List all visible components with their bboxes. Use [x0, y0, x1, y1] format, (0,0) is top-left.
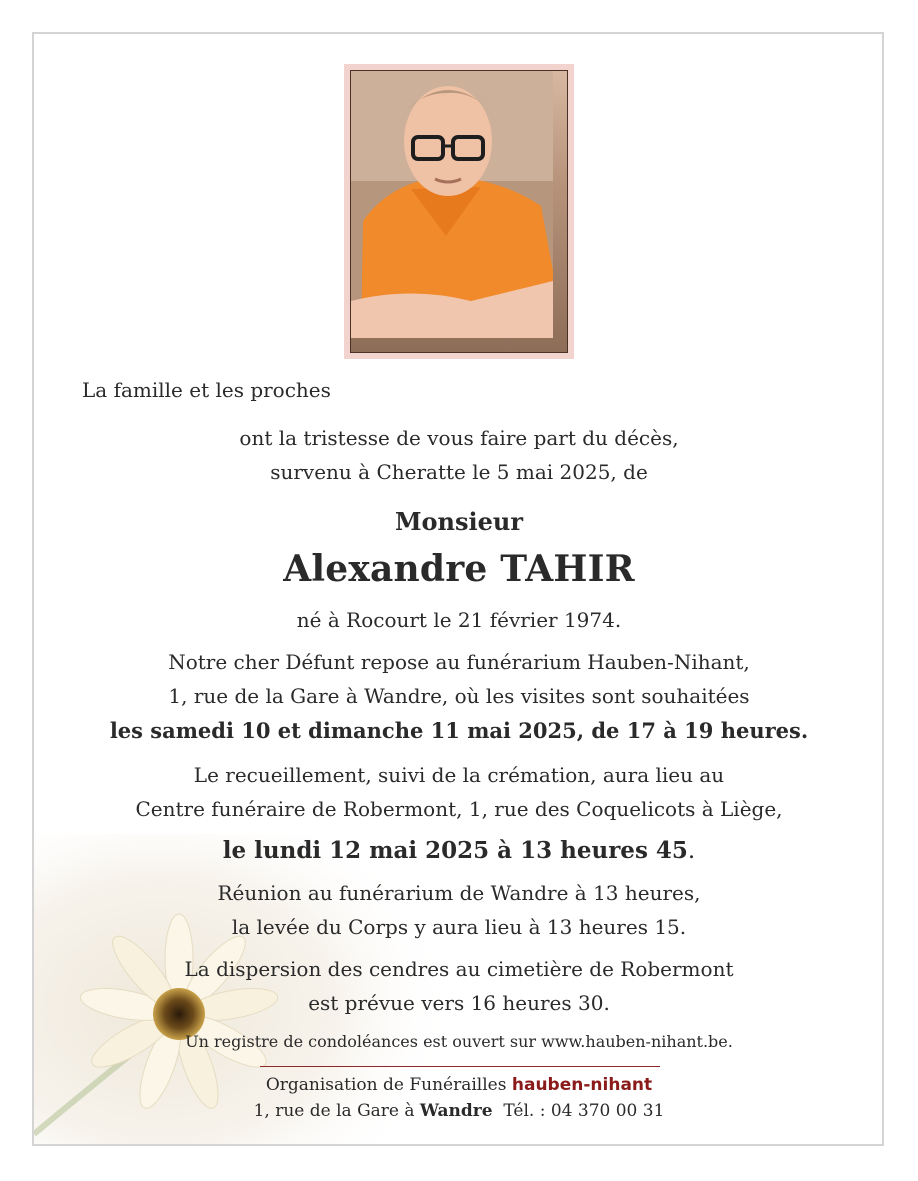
address-line	[0, 1101, 918, 1121]
dispersion-line-1: La dispersion des cendres au cimetière de Robermont	[184, 957, 734, 981]
address-city: Wandre	[419, 1101, 493, 1121]
footer-divider	[260, 1066, 660, 1067]
portrait-mat	[344, 64, 574, 359]
birth-info: né à Rocourt le 21 février 1974.	[296, 608, 622, 632]
organizer-label: Organisation de Funérailles	[265, 1075, 507, 1095]
organizer-brand: hauben-nihant	[511, 1075, 653, 1095]
announce-line-1: ont la tristesse de vous faire part du décès,	[239, 426, 679, 450]
ceremony-date: le lundi 12 mai 2025 à 13 heures 45	[222, 837, 688, 864]
intro-text: La famille et les proches	[82, 378, 331, 402]
phone-number: Tél. : 04 370 00 31	[503, 1101, 665, 1121]
reunion-line-1: Réunion au funérarium de Wandre à 13 heures,	[217, 881, 701, 905]
portrait-photo	[351, 71, 567, 352]
deceased-name: Alexandre TAHIR	[283, 548, 635, 590]
ceremony-line-1: Le recueillement, suivi de la crémation, aura lieu au	[193, 763, 725, 787]
organizer-line	[0, 1075, 918, 1095]
portrait-illustration	[351, 71, 553, 338]
ceremony-line-2: Centre funéraire de Robermont, 1, rue des Coquelicots à Liège,	[135, 797, 783, 821]
visit-hours: les samedi 10 et dimanche 11 mai 2025, de 17 à 19 heures.	[109, 718, 809, 743]
ceremony-date-period: .	[687, 838, 696, 864]
dispersion-line-2: est prévue vers 16 heures 30.	[308, 991, 610, 1015]
condolence-register: Un registre de condoléances est ouvert sur www.hauben-nihant.be.	[185, 1032, 733, 1051]
ceremony-date-line	[0, 837, 918, 864]
announce-line-2: survenu à Cheratte le 5 mai 2025, de	[270, 460, 648, 484]
repose-line-2: 1, rue de la Gare à Wandre, où les visites sont souhaitées	[168, 684, 750, 708]
reunion-line-2: la levée du Corps y aura lieu à 13 heures 15.	[231, 915, 687, 939]
honorific: Monsieur	[394, 507, 523, 536]
address-street: 1, rue de la Gare à	[253, 1101, 415, 1121]
repose-line-1: Notre cher Défunt repose au funérarium Hauben-Nihant,	[168, 650, 750, 674]
